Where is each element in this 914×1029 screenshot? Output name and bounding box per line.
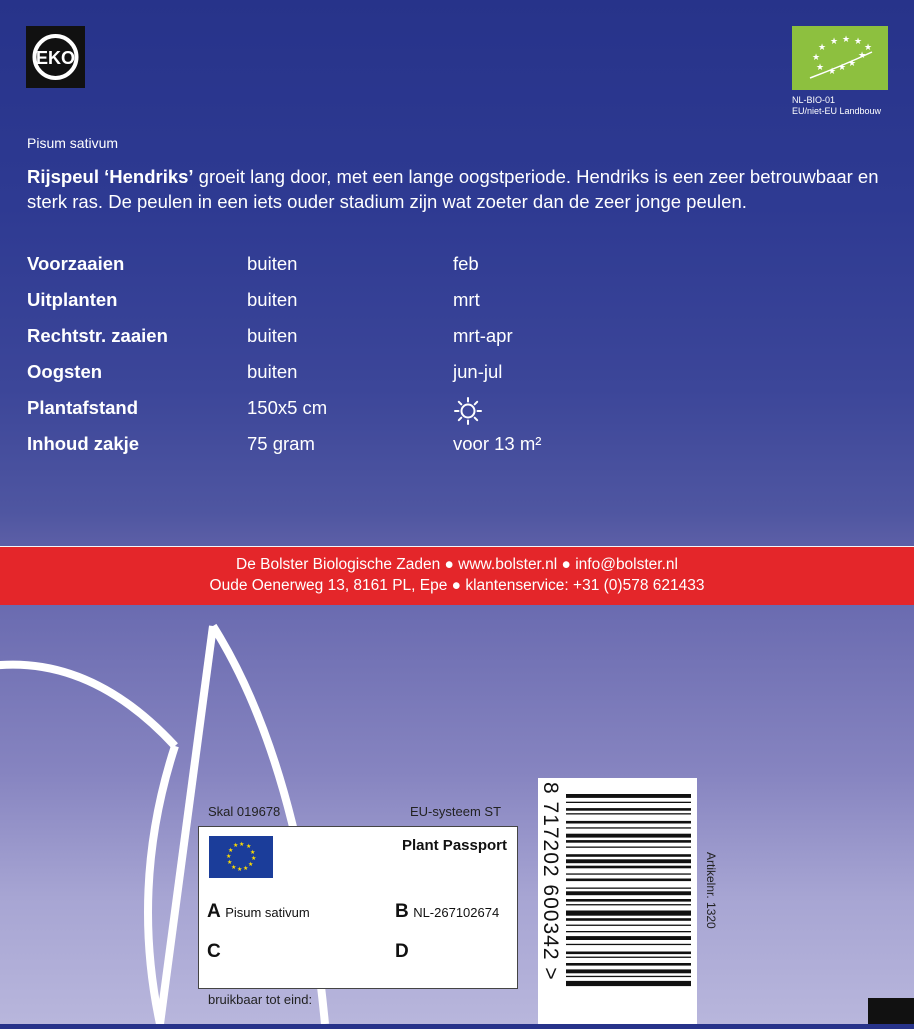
passport-header <box>208 804 508 819</box>
eu-logo-agriculture: EU/niet-EU Landbouw <box>792 106 882 116</box>
schedule-when: mrt-apr <box>453 325 513 346</box>
svg-text:★: ★ <box>830 36 839 46</box>
eu-organic-logo <box>792 26 888 90</box>
svg-text:★: ★ <box>226 854 232 860</box>
svg-text:★: ★ <box>239 842 245 848</box>
field-letter-d: D <box>395 941 409 962</box>
passport-title: Plant Passport <box>401 837 507 854</box>
svg-text:★: ★ <box>812 52 821 62</box>
barcode-digits: 8 717202 600342 > <box>539 782 562 981</box>
svg-text:★: ★ <box>864 42 873 52</box>
passport-field-d <box>395 941 409 963</box>
company-line-1: De Bolster Biologische Zaden ● www.bolster.nl ● info@bolster.nl <box>236 556 678 573</box>
field-letter-c: C <box>207 941 221 962</box>
eu-flag-icon <box>209 836 273 878</box>
svg-text:★: ★ <box>233 843 239 849</box>
eu-logo-caption <box>792 95 881 117</box>
schedule-label: Uitplanten <box>27 289 118 310</box>
svg-text:★: ★ <box>250 850 256 856</box>
eko-logo-text: EKO <box>35 48 76 68</box>
svg-text:★: ★ <box>248 862 254 868</box>
plant-passport <box>198 826 518 989</box>
svg-text:★: ★ <box>816 62 825 72</box>
schedule-label: Rechtstr. zaaien <box>27 325 168 346</box>
svg-text:★: ★ <box>237 867 243 873</box>
schedule-where: buiten <box>247 289 298 310</box>
field-value-a: Pisum sativum <box>225 905 310 920</box>
product-title: Rijspeul ‘Hendriks’ <box>27 166 194 187</box>
schedule-where: buiten <box>247 361 298 382</box>
latin-name: Pisum sativum <box>27 135 119 151</box>
sun-icon <box>453 396 483 431</box>
svg-text:★: ★ <box>818 42 827 52</box>
eu-logo-code: NL-BIO-01 <box>792 95 836 105</box>
barcode <box>538 778 697 1024</box>
article-number: Artikelnr. 1320 <box>704 852 718 929</box>
svg-text:★: ★ <box>848 58 857 68</box>
schedule-label: Voorzaaien <box>27 253 125 274</box>
svg-text:★: ★ <box>854 36 863 46</box>
company-line-2: Oude Oenerweg 13, 8161 PL, Epe ● klantenservice: +31 (0)578 621433 <box>209 577 705 594</box>
svg-text:★: ★ <box>243 866 249 872</box>
company-info-band <box>0 546 914 605</box>
schedule-label: Plantafstand <box>27 397 139 418</box>
passport-field-b <box>395 901 499 923</box>
product-description <box>27 164 893 214</box>
svg-text:★: ★ <box>838 62 847 72</box>
schedule-when: mrt <box>453 289 480 310</box>
field-value-b: NL-267102674 <box>413 905 500 920</box>
svg-text:★: ★ <box>231 865 237 871</box>
schedule-label: Inhoud zakje <box>27 433 140 454</box>
schedule-where: 75 gram <box>247 433 315 454</box>
field-letter-b: B <box>395 901 409 922</box>
svg-text:★: ★ <box>828 66 837 76</box>
schedule-when: jun-jul <box>453 361 503 382</box>
schedule-label: Oogsten <box>27 361 103 382</box>
eko-logo <box>26 26 85 88</box>
svg-text:★: ★ <box>842 34 851 44</box>
schedule-where: 150x5 cm <box>247 397 328 418</box>
description-text: groeit lang door, met een lange oogstperiode. Hendriks is een zeer betrouwbaar en sterk ras. De peulen in een iets ouder stadium zijn wat zoeter dan de zeer jonge peulen. <box>27 166 879 212</box>
passport-field-c <box>207 941 221 963</box>
schedule-when: feb <box>453 253 479 274</box>
corner-block <box>868 998 914 1024</box>
expiry-label: bruikbaar tot eind: <box>208 992 313 1007</box>
schedule-where: buiten <box>247 325 298 346</box>
svg-text:★: ★ <box>227 860 233 866</box>
skal-number: Skal 019678 <box>208 804 281 819</box>
field-letter-a: A <box>207 901 221 922</box>
eu-system: EU-systeem ST <box>410 804 502 819</box>
schedule-where: buiten <box>247 253 298 274</box>
passport-field-a <box>207 901 310 923</box>
svg-text:★: ★ <box>228 848 234 854</box>
svg-text:★: ★ <box>858 50 867 60</box>
schedule-when: voor 13 m² <box>453 433 542 454</box>
svg-text:★: ★ <box>246 844 252 850</box>
svg-text:★: ★ <box>251 856 257 862</box>
